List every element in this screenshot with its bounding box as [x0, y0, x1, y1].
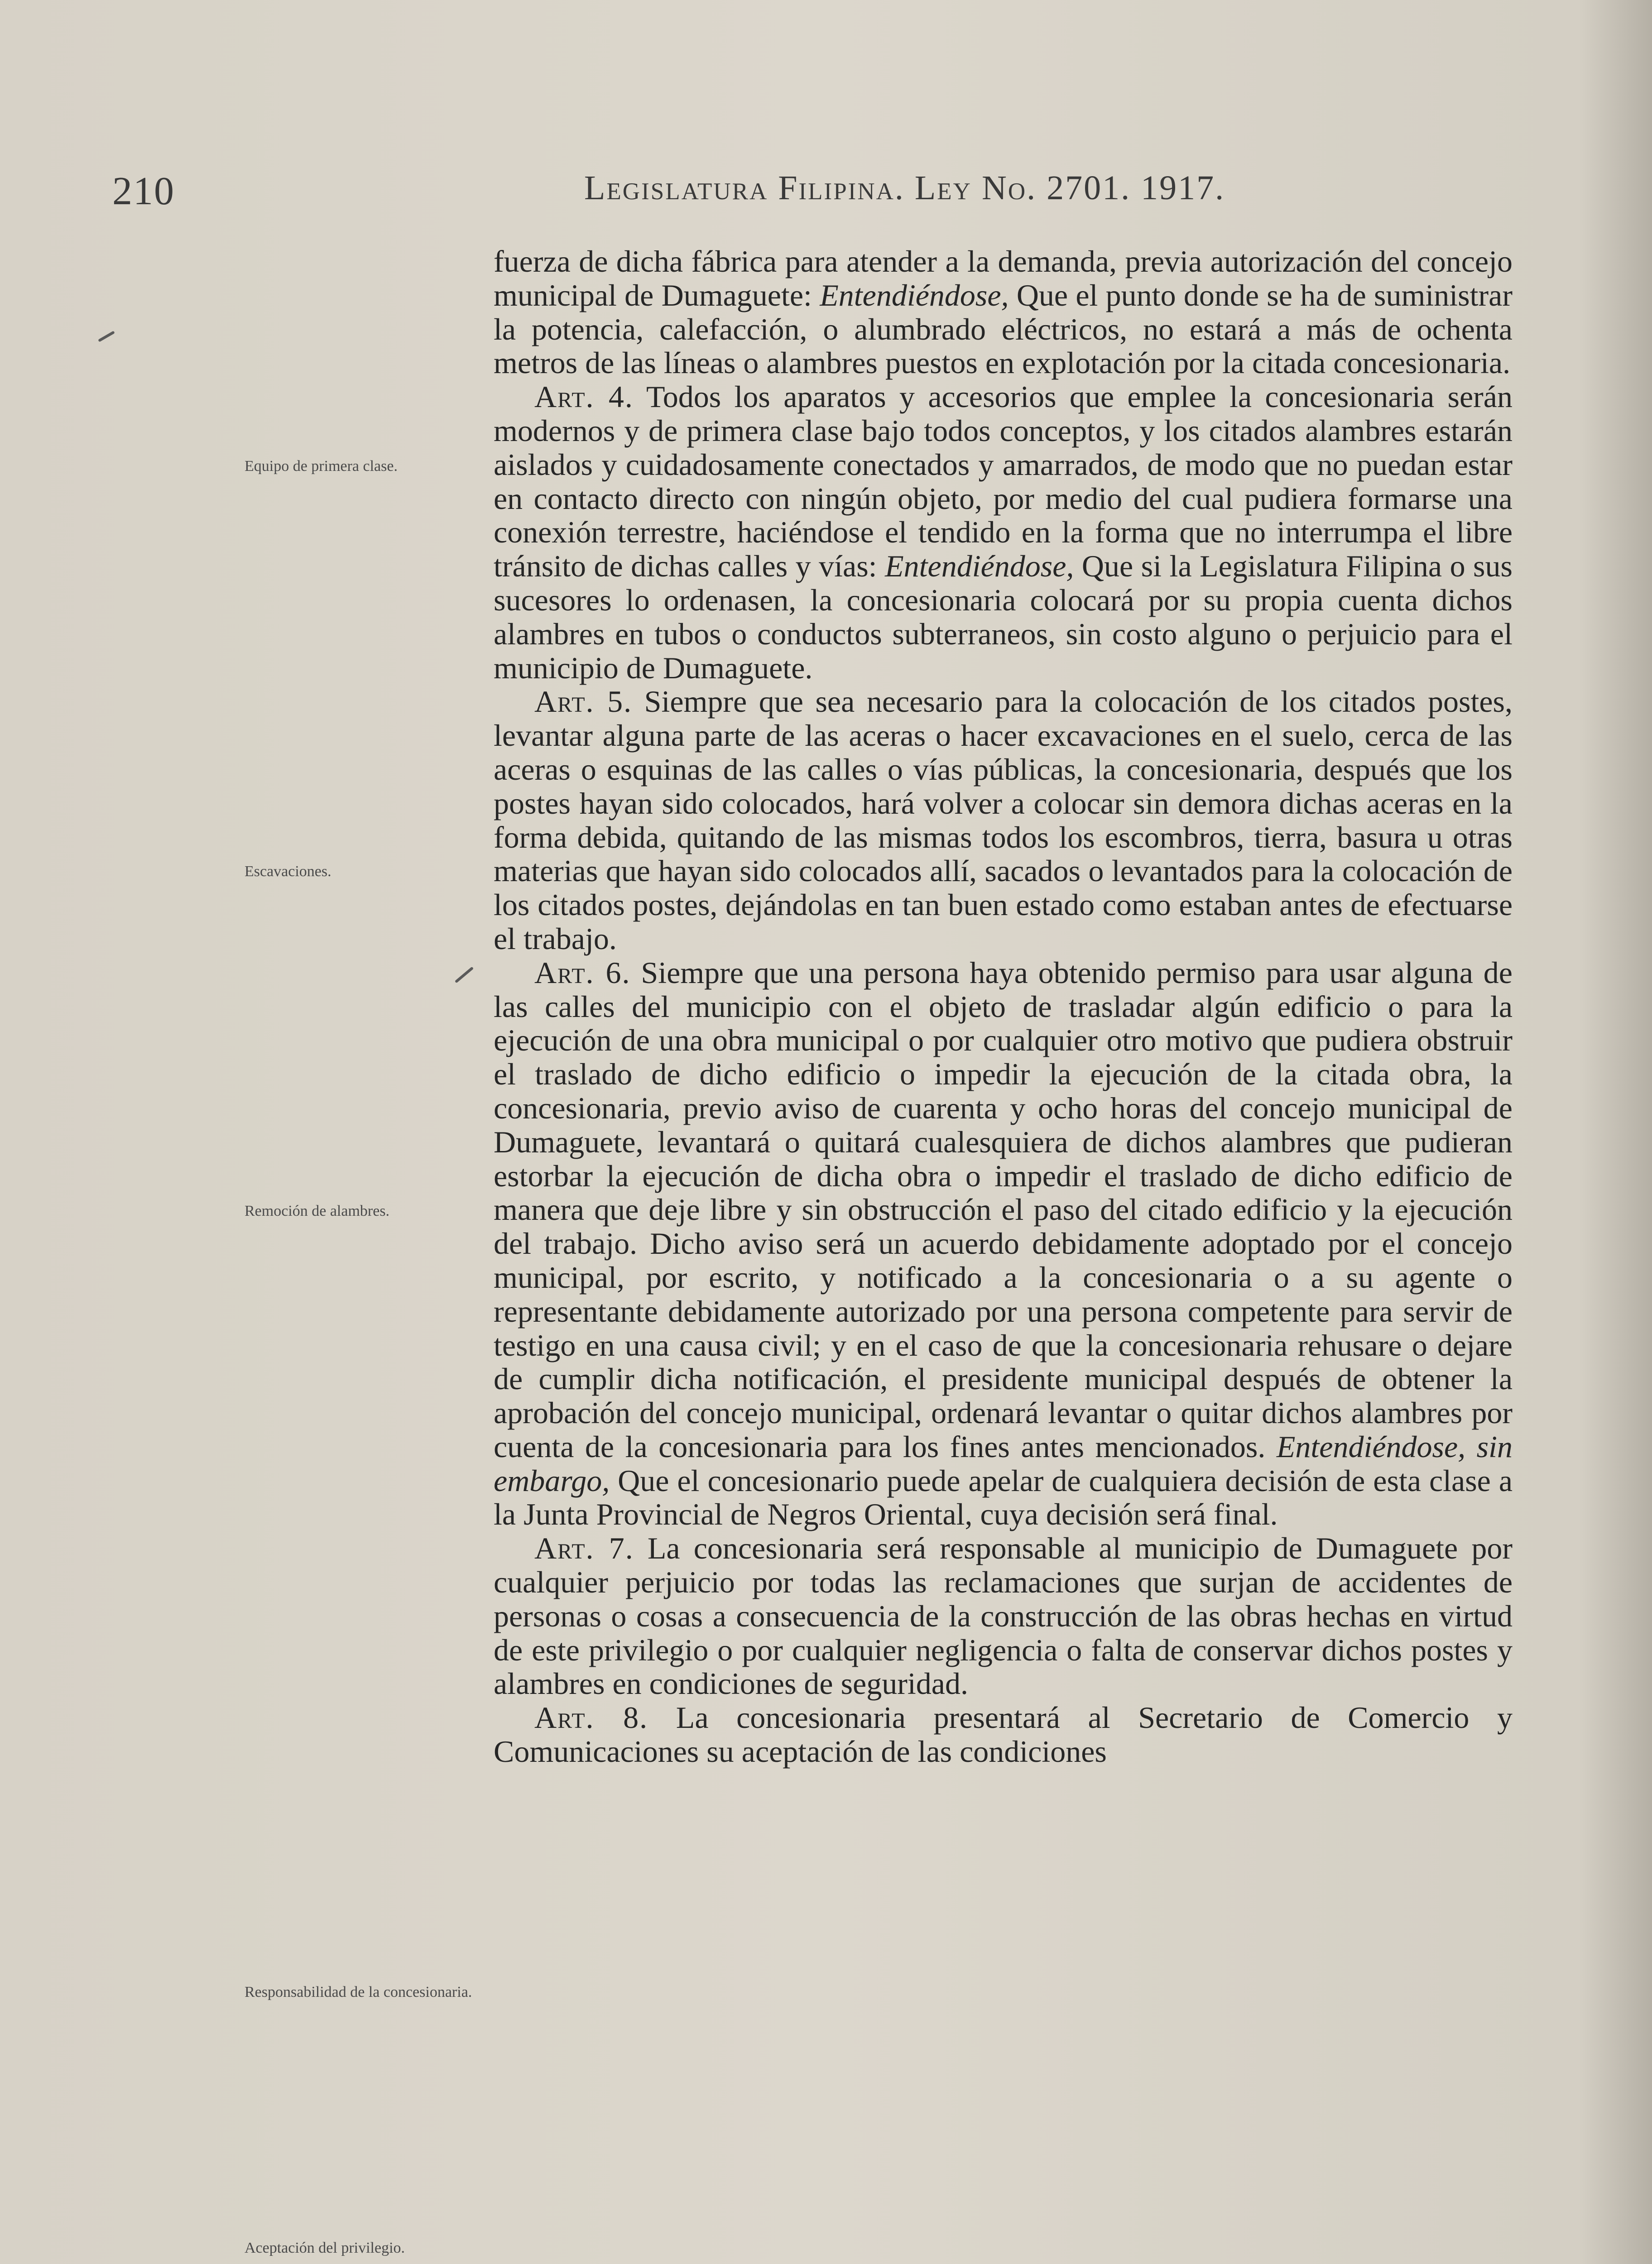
scan-blemish [98, 331, 115, 342]
sidenote-equipo: Equipo de primera clase. [245, 458, 398, 475]
sidenote-escavaciones: Escavaciones. [245, 863, 331, 880]
paragraph-intro: fuerza de dicha fábrica para atender a la demanda, previa autorización del concejo municipal de Dumaguete: Entendiéndose, Que el punto donde se ha de suministrar la potencia, calefacción, o alumbrado eléctricos, no estará a más de ochenta metros de las líneas o alambres puestos en explotación por la citada concesionaria. [494, 244, 1513, 380]
proviso: Entendiéndose, [820, 278, 1009, 312]
article-6: Art. 6. Siempre que una persona haya obtenido permiso para usar alguna de las calles del municipio con el objeto de trasladar algún edificio o para la ejecución de una obra municipal o por cualquier otro motivo que pudiera obstruir el traslado de dicho edificio o impedir la ejecución de la citada obra, la concesionaria, previo aviso de cuarenta y ocho horas del concejo municipal de Dumaguete, levantará o quitará cualesquiera de dichos alambres que pudieran estorbar la ejecución de dicha obra o impedir el traslado de dicho edificio de manera que deje libre y sin obstrucción el paso del citado edificio y la ejecución del trabajo. Dicho aviso será un acuerdo debidamente adoptado por el concejo municipal, por escrito, y notificado a la concesionaria o a su agente o representante debidamente autorizado por una persona competente para servir de testigo en una causa civil; y en el caso de que la concesionaria rehusare o dejare de cumplir dicha notificación, el presidente municipal después de obtener la aprobación del concejo municipal, ordenará levantar o quitar dichos alambres por cuenta de la concesionaria para los fines antes mencionados. Entendiéndose, sin embargo, Que el concesionario puede apelar de cualquiera decisión de esta clase a la Junta Provincial de Negros Oriental, cuya decisión será final. [494, 955, 1513, 1532]
page-edge-shadow [1580, 0, 1652, 2264]
article-label: Art. 7. [534, 1531, 634, 1566]
article-8: Art. 8. La concesionaria presentará al Secretario de Comercio y Comunicaciones su aceptación de las condiciones [494, 1700, 1513, 1769]
running-head: Legislatura Filipina. Ley No. 2701. 1917. [584, 169, 1225, 207]
article-label: Art. 6. [534, 955, 631, 990]
body-text [494, 245, 1513, 1769]
sidenote-remocion: Remoción de alambres. [245, 1203, 390, 1219]
article-label: Art. 4. [534, 379, 634, 414]
sidenote-aceptacion: Aceptación del privilegio. [245, 2240, 405, 2256]
article-label: Art. 5. [534, 684, 633, 719]
article-label: Art. 8. [534, 1700, 648, 1735]
proviso: Entendiéndose, sin embargo, [494, 1429, 1513, 1498]
proviso: Entendiéndose, [885, 549, 1074, 584]
article-5: Art. 5. Siempre que sea necesario para la colocación de los citados postes, levantar alguna parte de las aceras o hacer excavaciones en el suelo, cerca de las aceras o esquinas de las calles o vías públicas, la concesionaria, después que los postes hayan sido colocados, hará volver a colocar sin demora dichas aceras en la forma debida, quitando de las mismas todos los escombros, tierra, basura u otras materias que hayan sido colocados allí, sacados o levantados para la colocación de los citados postes, dejándolas en tan buen estado como estaban antes de efectuarse el trabajo. [494, 684, 1513, 956]
sidenote-responsabilidad: Responsabilidad de la concesionaria. [245, 1984, 472, 2000]
article-4: Art. 4. Todos los aparatos y accesorios que emplee la concesionaria serán modernos y de primera clase bajo todos conceptos, y los citados alambres estarán aislados y cuidadosamente conectados y amarrados, de modo que no puedan estar en contacto directo con ningún objeto, por medio del cual pudiera formarse una conexión terrestre, haciéndose el tendido en la forma que no interrumpa el libre tránsito de dichas calles y vías: Entendiéndose, Que si la Legislatura Filipina o sus sucesores lo ordenasen, la concesionaria colocará por su propia cuenta dichos alambres en tubos o conductos subterraneos, sin costo alguno o perjuicio para el municipio de Dumaguete. [494, 379, 1513, 685]
scan-blemish [455, 967, 474, 983]
article-7: Art. 7. La concesionaria será responsable al municipio de Dumaguete por cualquier perjuicio por todas las reclamaciones que surjan de accidentes de personas o cosas a consecuencia de la construcción de las obras hechas en virtud de este privilegio o por cualquier negligencia o falta de conservar dichos postes y alambres en condiciones de seguridad. [494, 1531, 1513, 1701]
page-number: 210 [112, 169, 175, 213]
